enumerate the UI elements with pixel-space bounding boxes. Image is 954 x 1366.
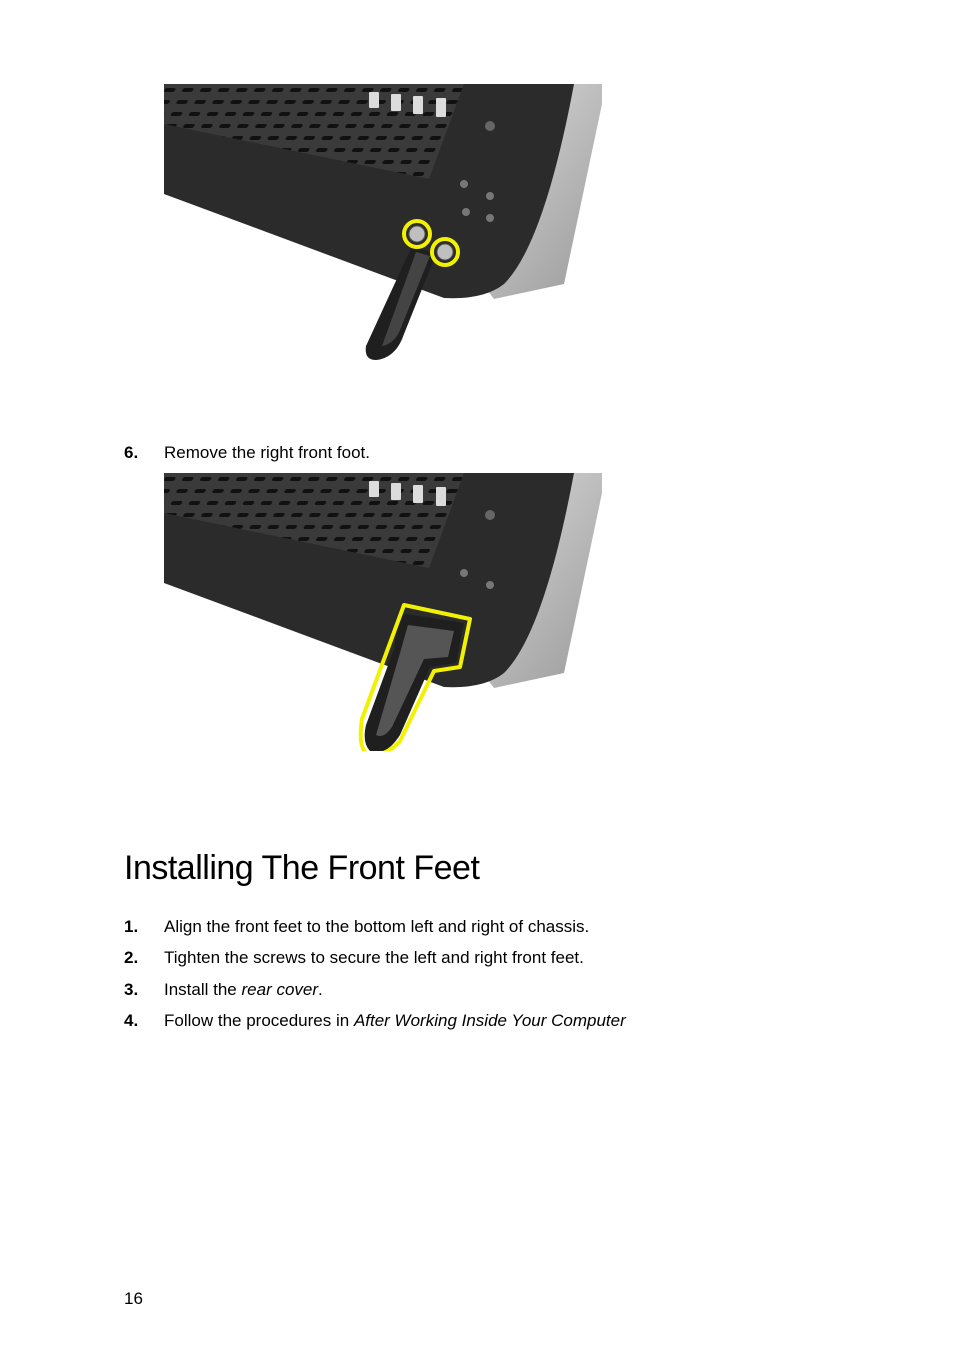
page-number: 16 [124,1289,143,1308]
step-text [164,980,323,1000]
step-number: 3. [124,980,139,999]
after-working-link[interactable]: After Working Inside Your Computer [353,1011,626,1030]
step-text-prefix: Install the [164,980,242,999]
step-text: Remove the right front foot. [164,443,370,462]
figure-screws-highlighted [164,84,602,362]
step-text-prefix: Follow the procedures in [164,1011,354,1030]
step-text: Tighten the screws to secure the left and right front feet. [164,948,584,967]
step-text: Align the front feet to the bottom left and right of chassis. [164,917,590,936]
section-heading: Installing The Front Feet [124,849,480,887]
chassis-photo [164,473,602,751]
step-number: 2. [124,948,139,967]
step-text [164,1011,626,1031]
chassis-photo [164,84,602,362]
step-number: 1. [124,917,139,936]
step-number: 6. [124,443,139,462]
figure-foot-highlighted [164,473,602,751]
step-number: 4. [124,1011,139,1030]
step-text-suffix: . [318,980,323,999]
rear-cover-link[interactable]: rear cover [241,980,319,999]
